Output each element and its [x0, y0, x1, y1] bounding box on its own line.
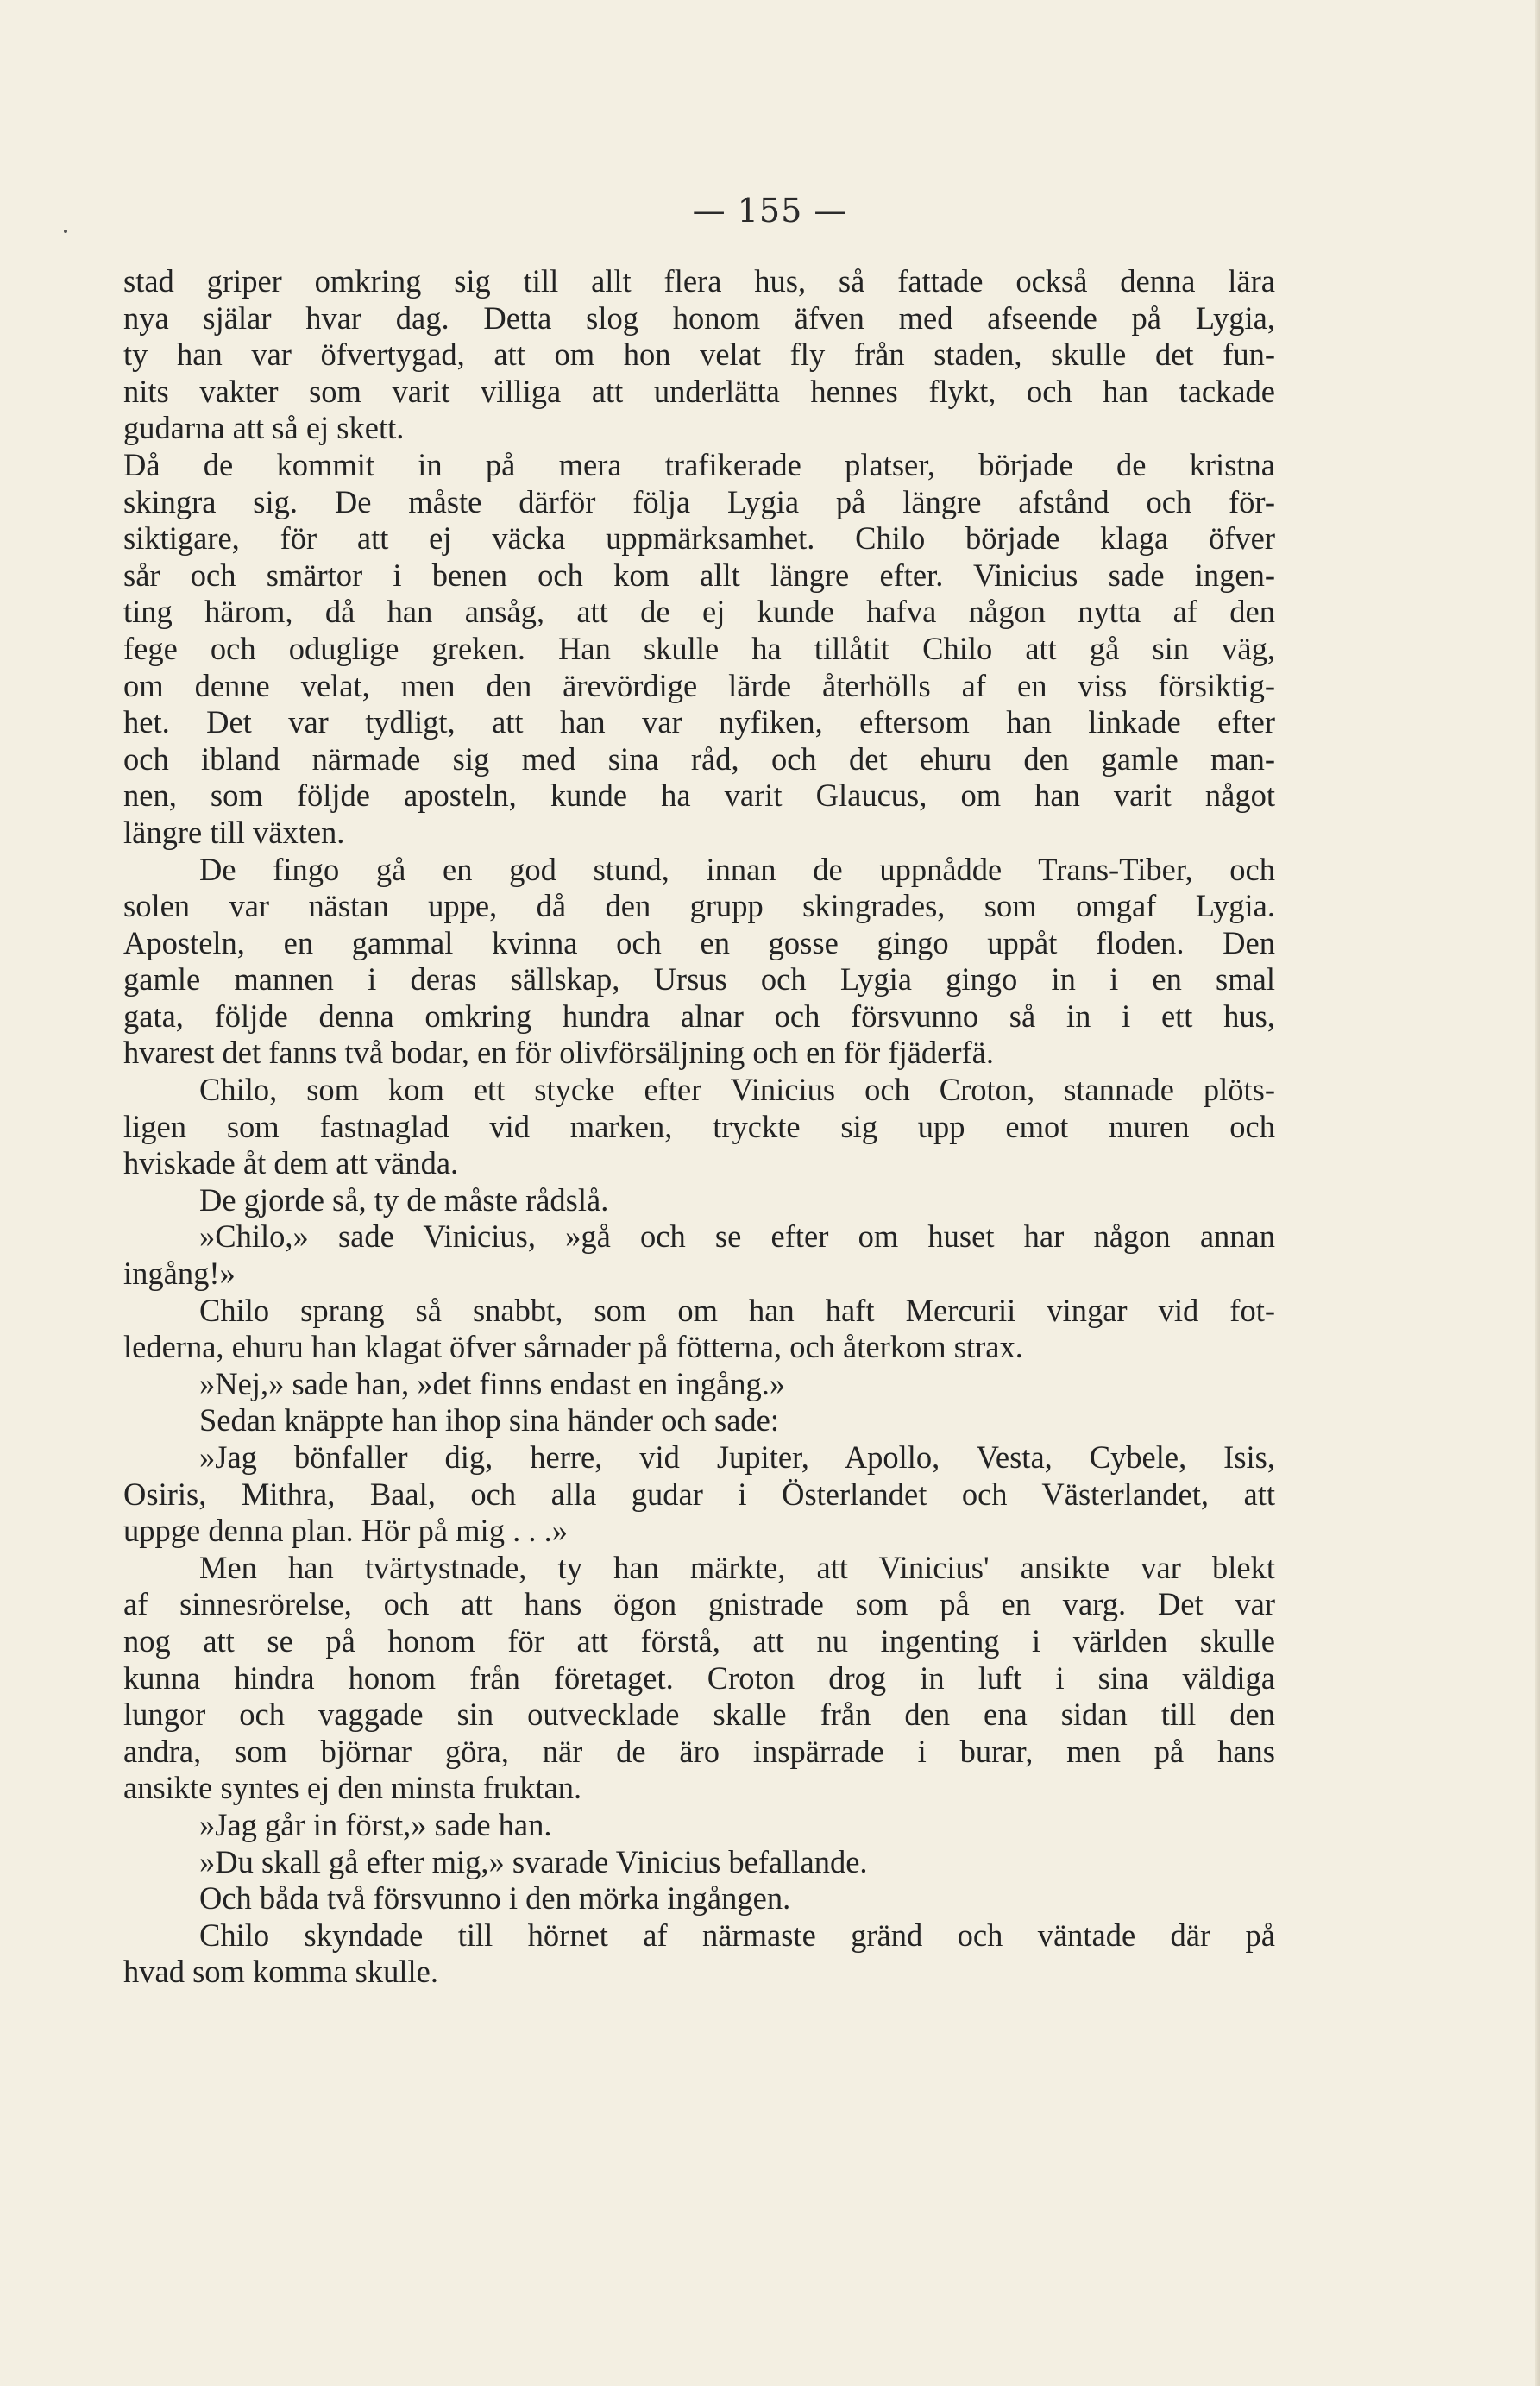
- text-line: solen var nästan uppe, då den grupp skingrades, som omgaf Lygia.: [123, 888, 1275, 924]
- text-line: hvarest det fanns två bodar, en för olivförsäljning och en för fjäderfä.: [123, 1035, 995, 1071]
- text-line: Och båda två försvunno i den mörka ingången.: [199, 1880, 791, 1917]
- body-text: [123, 263, 1275, 1991]
- text-line: Chilo skyndade till hörnet af närmaste gränd och väntade där på: [199, 1917, 1275, 1953]
- text-line: het. Det var tydligt, att han var nyfiken, eftersom han linkade efter: [123, 704, 1275, 740]
- page-number: — 155 —: [692, 192, 848, 230]
- text-line: gamle mannen i deras sällskap, Ursus och Lygia gingo in i en smal: [123, 961, 1275, 998]
- text-line: Men han tvärtystnade, ty han märkte, att Vinicius' ansikte var blekt: [199, 1549, 1275, 1585]
- text-line: skingra sig. De måste därför följa Lygia på längre afstånd och för-: [123, 483, 1275, 519]
- text-line: »Chilo,» sade Vinicius, »gå och se efter om huset har någon annan: [199, 1218, 1275, 1255]
- text-line: ansikte syntes ej den minsta fruktan.: [123, 1770, 582, 1806]
- text-line: uppge denna plan. Hör på mig . . .»: [123, 1513, 568, 1549]
- text-line: nen, som följde aposteln, kunde ha varit Glaucus, om han varit något: [123, 777, 1275, 814]
- text-line: Chilo sprang så snabbt, som om han haft Mercurii vingar vid fot-: [199, 1292, 1275, 1328]
- text-line: längre till växten.: [123, 814, 345, 850]
- text-line: nya själar hvar dag. Detta slog honom äfven med afseende på Lygia,: [123, 299, 1275, 336]
- text-line: Chilo, som kom ett stycke efter Vinicius och Croton, stannade plöts-: [199, 1072, 1275, 1108]
- text-line: »Du skall gå efter mig,» svarade Vinicius befallande.: [199, 1843, 868, 1879]
- print-speck: [64, 230, 67, 233]
- text-line: kunna hindra honom från företaget. Croton drog in luft i sina väldiga: [123, 1659, 1275, 1696]
- text-line: hvad som komma skulle.: [123, 1954, 438, 1990]
- text-line: nog att se på honom för att förstå, att nu ingenting i världen skulle: [123, 1622, 1275, 1659]
- text-line: De gjorde så, ty de måste rådslå.: [199, 1181, 609, 1218]
- text-line: »Jag bönfaller dig, herre, vid Jupiter, Apollo, Vesta, Cybele, Isis,: [199, 1439, 1275, 1475]
- text-line: fege och oduglige greken. Han skulle ha tillåtit Chilo att gå sin väg,: [123, 630, 1275, 666]
- text-line: ligen som fastnaglad vid marken, tryckte sig upp emot muren och: [123, 1108, 1275, 1144]
- text-line: sår och smärtor i benen och kom allt längre efter. Vinicius sade ingen-: [123, 557, 1275, 593]
- text-line: ingång!»: [123, 1256, 236, 1292]
- text-line: De fingo gå en god stund, innan de uppnådde Trans-Tiber, och: [199, 851, 1275, 887]
- text-line: och ibland närmade sig med sina råd, och det ehuru den gamle man-: [123, 740, 1275, 777]
- text-line: »Nej,» sade han, »det finns endast en ingång.»: [199, 1365, 786, 1401]
- text-line: af sinnesrörelse, och att hans ögon gnistrade som på en varg. Det var: [123, 1586, 1275, 1622]
- text-line: Sedan knäppte han ihop sina händer och sade:: [199, 1402, 780, 1439]
- text-line: ty han var öfvertygad, att om hon velat fly från staden, skulle det fun-: [123, 337, 1275, 373]
- text-line: gata, följde denna omkring hundra alnar och försvunno så in i ett hus,: [123, 998, 1275, 1034]
- text-line: Aposteln, en gammal kvinna och en gosse gingo uppåt floden. Den: [123, 924, 1275, 960]
- text-line: andra, som björnar göra, när de äro inspärrade i burar, men på hans: [123, 1733, 1275, 1769]
- text-line: hviskade åt dem att vända.: [123, 1145, 459, 1181]
- text-line: Osiris, Mithra, Baal, och alla gudar i Österlandet och Västerlandet, att: [123, 1476, 1275, 1512]
- text-line: stad griper omkring sig till allt flera hus, så fattade också denna lära: [123, 263, 1275, 299]
- page-edge: [1535, 0, 1540, 2386]
- text-line: om denne velat, men den ärevördige lärde återhölls af en viss försiktig-: [123, 667, 1275, 703]
- text-line: ting härom, då han ansåg, att de ej kunde hafva någon nytta af den: [123, 594, 1275, 630]
- text-line: »Jag går in först,» sade han.: [199, 1806, 552, 1842]
- text-line: siktigare, för att ej väcka uppmärksamhet. Chilo började klaga öfver: [123, 520, 1275, 557]
- text-line: gudarna att så ej skett.: [123, 410, 405, 446]
- text-line: lungor och vaggade sin outvecklade skalle från den ena sidan till den: [123, 1697, 1275, 1733]
- text-line: lederna, ehuru han klagat öfver sårnader på fötterna, och återkom strax.: [123, 1329, 1023, 1365]
- text-line: nits vakter som varit villiga att underlätta hennes flykt, och han tackade: [123, 373, 1275, 409]
- text-line: Då de kommit in på mera trafikerade platser, började de kristna: [123, 446, 1275, 482]
